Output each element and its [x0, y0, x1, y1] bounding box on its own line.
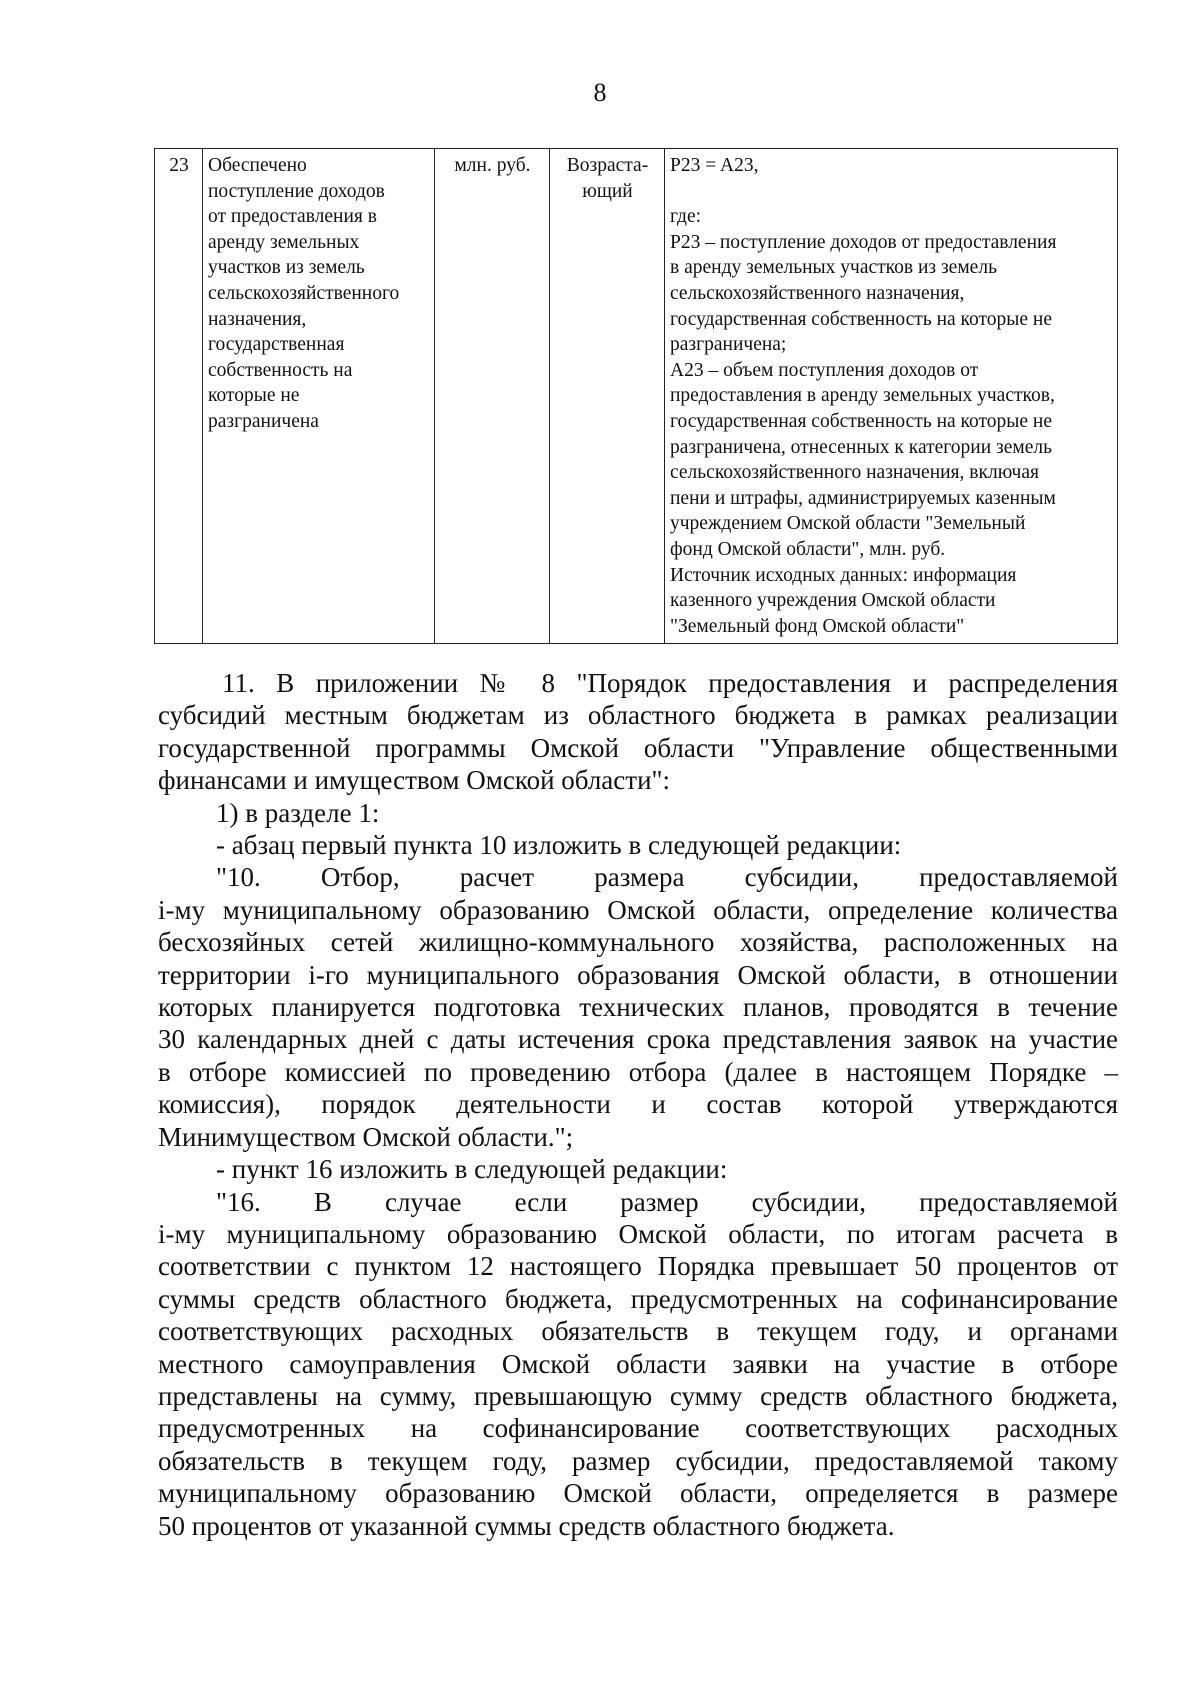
formula-line: разграничена, отнесенных к категории земель — [670, 436, 1053, 458]
paragraph-line: i-му муниципальному образованию Омской области, по итогам расчета в — [158, 1218, 1118, 1249]
formula-line: государственная собственность на которые не — [670, 308, 1053, 330]
paragraph-line: соответствующих расходных обязательств в текущем году, и органами — [158, 1316, 1118, 1347]
table-row — [155, 149, 1118, 644]
paragraph-line: субсидий местным бюджетам из областного бюджета в рамках реализации — [158, 700, 1118, 731]
paragraph-line: - пункт 16 изложить в следующей редакции: — [216, 1154, 728, 1185]
paragraph-line: 11. В приложении № 8 "Порядок предоставления и распределения — [222, 668, 1118, 698]
paragraph-line: территории i-го муниципального образования Омской области, в отношении — [158, 959, 1118, 990]
paragraph-line: i-му муниципальному образованию Омской области, определение количества — [158, 894, 1118, 925]
formula-line: казенного учреждения Омской области — [670, 590, 996, 612]
paragraph-line: "16. В случае если размер субсидии, предоставляемой — [216, 1186, 1118, 1217]
paragraph-line: финансами и имуществом Омской области": — [158, 765, 671, 796]
unit-cell: млн. руб. — [435, 149, 550, 644]
name-line: которые не — [208, 385, 300, 407]
name-line: от предоставления в — [208, 206, 377, 228]
paragraph-line: соответствии с пунктом 12 настоящего Порядка превышает 50 процентов от — [158, 1251, 1118, 1282]
formula-line: фонд Омской области", млн. руб. — [670, 538, 946, 560]
formula-line: "Земельный фонд Омской области" — [670, 615, 965, 637]
name-line: участков из земель — [208, 257, 365, 279]
name-line: назначения, — [208, 308, 307, 330]
formula-line: сельскохозяйственного назначения, — [670, 282, 965, 304]
name-line: аренду земельных — [208, 231, 360, 253]
paragraph-line: предусмотренных на софинансирование соответствующих расходных — [158, 1413, 1118, 1444]
paragraph-line: местного самоуправления Омской области заявки на участие в отборе — [158, 1348, 1118, 1379]
paragraph-line: муниципальному образованию Омской области, определяется в размере — [158, 1478, 1118, 1509]
paragraph-line: бесхозяйных сетей жилищно-коммунального хозяйства, расположенных на — [158, 927, 1118, 958]
direction-line: Возраста- — [566, 155, 649, 176]
formula-line: государственная собственность на которые не — [670, 410, 1053, 432]
paragraph-line: суммы средств областного бюджета, предусмотренных на софинансирование — [158, 1283, 1118, 1314]
paragraph-line: "10. Отбор, расчет размера субсидии, предоставляемой — [216, 862, 1118, 893]
formula-line: сельскохозяйственного назначения, включая — [670, 462, 1039, 484]
paragraph-line: Минимуществом Омской области."; — [158, 1121, 574, 1152]
direction-cell — [550, 149, 665, 644]
formula-line: P23 = A23, — [670, 155, 759, 176]
formula-line: пени и штрафы, администрируемых казенным — [670, 487, 1056, 509]
formula-line: P23 – поступление доходов от предоставления — [670, 231, 1057, 253]
paragraph-line: представлены на сумму, превышающую сумму средств областного бюджета, — [158, 1380, 1118, 1411]
name-line: государственная — [208, 334, 345, 356]
page-number: 8 — [593, 78, 607, 107]
paragraph-line: 50 процентов от указанной суммы средств областного бюджета. — [158, 1510, 895, 1541]
name-line: поступление доходов — [208, 180, 385, 202]
formula-cell — [665, 149, 1118, 644]
formula-line: A23 – объем поступления доходов от — [670, 359, 979, 381]
row-number: 23 — [155, 149, 203, 644]
direction-line: ющий — [582, 180, 633, 202]
name-line: Обеспечено — [208, 155, 307, 176]
formula-line: Источник исходных данных: информация — [670, 564, 1017, 586]
formula-line: разграничена; — [670, 334, 787, 356]
indicator-name — [203, 149, 435, 644]
formula-gap — [670, 179, 1113, 205]
formula-line: в аренду земельных участков из земель — [670, 257, 997, 279]
name-line: сельскохозяйственного — [208, 282, 400, 304]
body-text — [158, 667, 1118, 1542]
indicator-table — [154, 148, 1118, 644]
paragraph-line: комиссия), порядок деятельности и состав которой утверждаются — [158, 1089, 1118, 1120]
name-line: собственность на — [208, 359, 353, 381]
formula-line: где: — [670, 206, 702, 228]
paragraph-line: 1) в разделе 1: — [216, 797, 380, 828]
formula-line: предоставления в аренду земельных участков, — [670, 385, 1055, 407]
paragraph-line: которых планируется подготовка технических планов, проводятся в течение — [158, 992, 1118, 1023]
paragraph-line: 30 календарных дней с даты истечения срока представления заявок на участие — [158, 1024, 1118, 1055]
formula-line: учреждением Омской области "Земельный — [670, 513, 1026, 535]
paragraph-line: в отборе комиссией по проведению отбора (далее в настоящем Порядке – — [158, 1056, 1118, 1087]
name-line: разграничена — [208, 410, 319, 432]
paragraph-line: - абзац первый пункта 10 изложить в следующей редакции: — [216, 830, 902, 861]
paragraph-line: обязательств в текущем году, размер субсидии, предоставляемой такому — [158, 1445, 1118, 1476]
paragraph-line: государственной программы Омской области "Управление общественными — [158, 732, 1118, 763]
